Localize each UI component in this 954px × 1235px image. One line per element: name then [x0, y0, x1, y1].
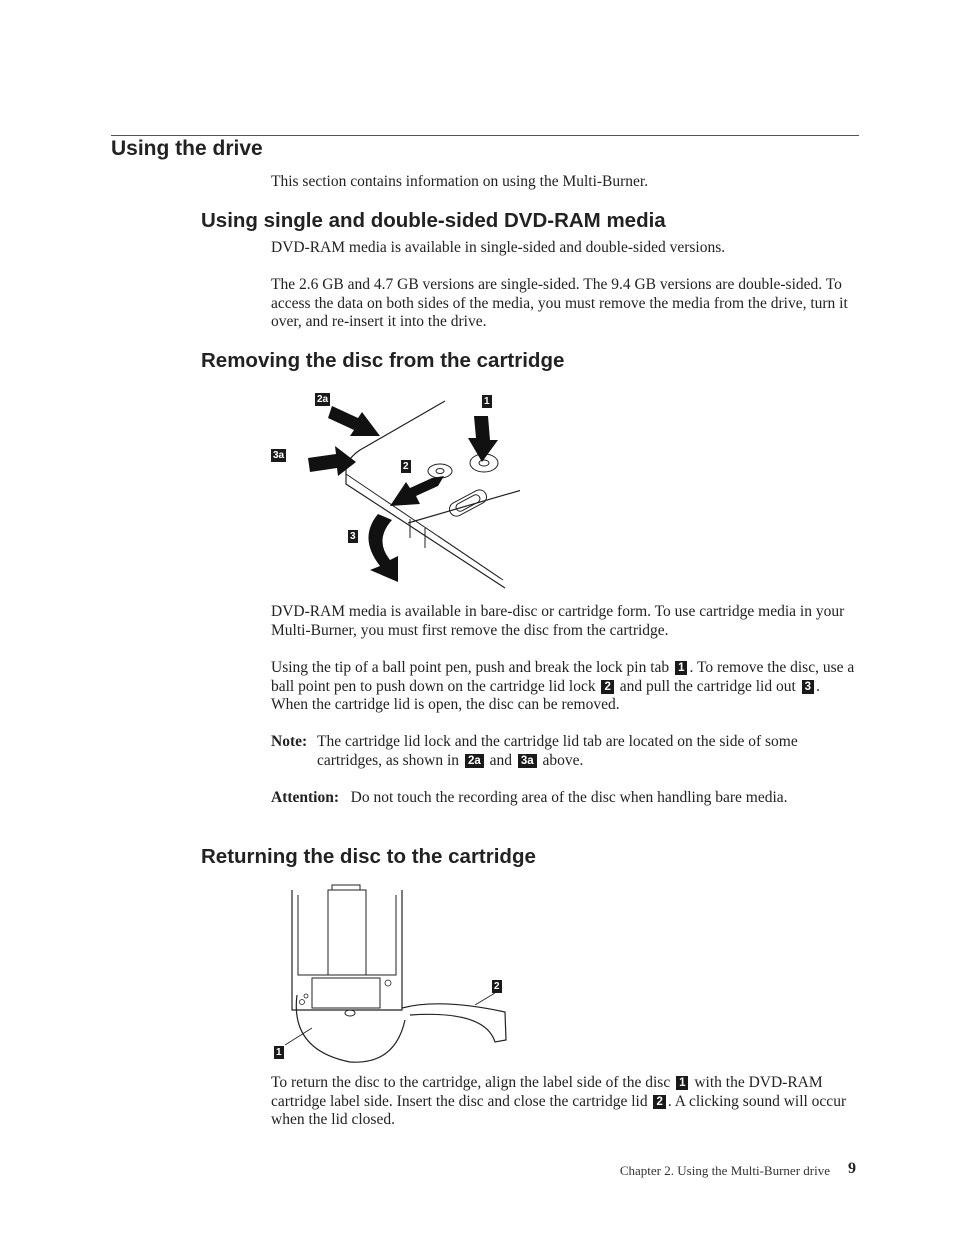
figure-label-3: 3	[350, 531, 356, 542]
footer-chapter: Chapter 2. Using the Multi-Burner drive	[619, 1163, 830, 1178]
attention-paragraph: Attention: Do not touch the recording area of the disc when handling bare media.	[271, 789, 788, 806]
header-rule	[111, 135, 859, 136]
dvd-ram-paragraph-2: The 2.6 GB and 4.7 GB versions are single-sided. The 9.4 GB versions are double-sided. To access the data on both sides of the media, you must remove the media from the drive, turn it over, and re-insert it into the drive.	[271, 276, 848, 331]
removing-paragraph-2: Using the tip of a ball point pen, push and break the lock pin tab 1 . To remove the disc, use a ball point pen to push down on the cartridge lid lock 2 and pull the cartridge lid out 3 . When the cartridge lid is open, the disc can be removed.	[271, 659, 855, 714]
callout-2: 2	[601, 680, 613, 694]
returning-paragraph: To return the disc to the cartridge, align the label side of the disc 1 with the DVD-RAM cartridge label side. Insert the disc and close the cartridge lid 2 . A clicking sound will occur when the lid closed.	[271, 1074, 847, 1129]
figure-label-2: 2	[494, 981, 500, 992]
cartridge-removal-figure	[260, 388, 520, 593]
figure-label-1: 1	[276, 1047, 282, 1058]
section-title: Using the drive	[111, 137, 263, 160]
callout-3: 3	[802, 680, 814, 694]
figure-label-3a: 3a	[273, 450, 285, 461]
cartridge-return-illustration	[270, 880, 515, 1065]
callout-2: 2	[653, 1095, 665, 1109]
callout-3a: 3a	[518, 754, 537, 768]
dvd-ram-paragraph-1: DVD-RAM media is available in single-sided and double-sided versions.	[271, 239, 726, 256]
note-label: Note:	[271, 733, 308, 750]
page-number: 9	[848, 1160, 856, 1177]
removing-paragraph-1: DVD-RAM media is available in bare-disc or cartridge form. To use cartridge media in your Multi-Burner, you must first remove the disc from the cartridge.	[271, 603, 845, 639]
returning-heading: Returning the disc to the cartridge	[201, 845, 536, 868]
removing-heading: Removing the disc from the cartridge	[201, 349, 565, 372]
note-text: The cartridge lid lock and the cartridge lid tab are located on the side of some cartridges, as shown in 2a and 3a above.	[317, 733, 798, 769]
cartridge-return-figure	[270, 880, 515, 1065]
callout-2a: 2a	[465, 754, 484, 768]
figure-label-2a: 2a	[317, 394, 329, 405]
section-intro: This section contains information on using the Multi-Burner.	[271, 173, 649, 190]
figure-label-1: 1	[484, 396, 490, 407]
figure-label-2: 2	[403, 461, 409, 472]
dvd-ram-heading: Using single and double-sided DVD-RAM media	[201, 209, 666, 232]
callout-1: 1	[675, 661, 687, 675]
attention-label: Attention:	[271, 789, 340, 806]
callout-1: 1	[676, 1076, 688, 1090]
cartridge-removal-illustration	[260, 388, 520, 593]
